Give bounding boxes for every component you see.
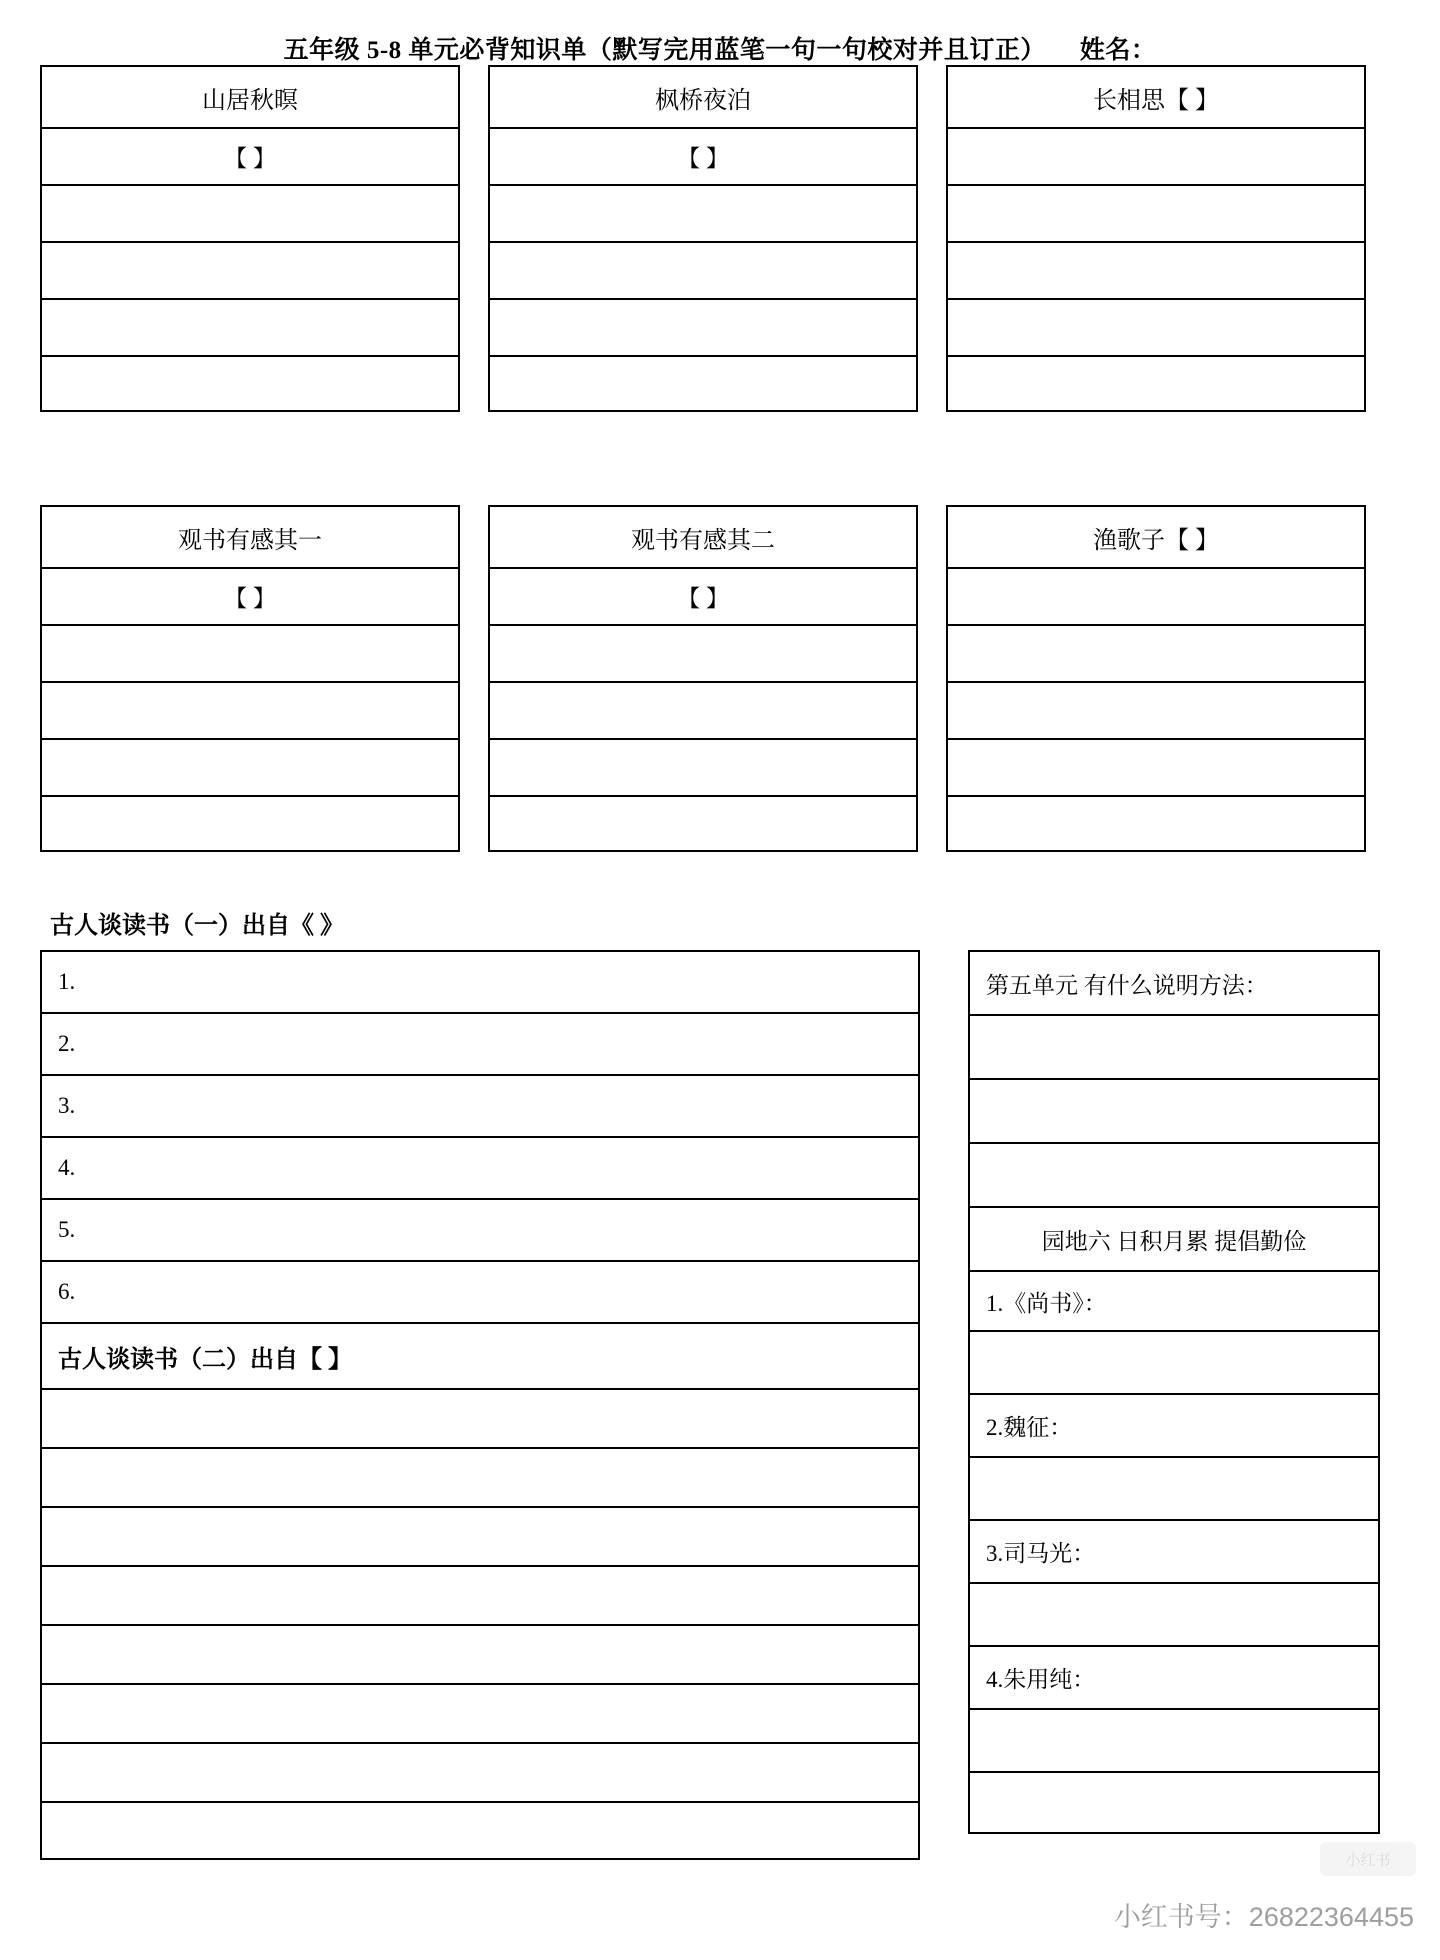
poem-heading: 枫桥夜泊 — [488, 65, 918, 127]
poem-heading: 山居秋暝 — [40, 65, 460, 127]
poem-line[interactable] — [946, 795, 1366, 852]
garden-six-item-label: 1.《尚书》： — [968, 1270, 1380, 1330]
poem-line[interactable]: 【 】 — [488, 567, 918, 624]
ancient-reading-one-caption: 古人谈读书（一）出自《 》 — [50, 913, 344, 939]
blank-row[interactable] — [40, 1506, 920, 1565]
poem-line[interactable] — [40, 681, 460, 738]
poem-line[interactable] — [488, 624, 918, 681]
blank-row[interactable] — [40, 1624, 920, 1683]
poem-line[interactable] — [946, 298, 1366, 355]
garden-six-item-label: 2.魏征： — [968, 1393, 1380, 1456]
blank-row[interactable] — [40, 1683, 920, 1742]
poem-column-shanjuqiuming — [40, 65, 460, 412]
column-gap — [918, 65, 946, 412]
blank-row[interactable] — [40, 1447, 920, 1506]
poem-line[interactable] — [488, 681, 918, 738]
poem-line[interactable]: 【 】 — [488, 127, 918, 184]
ancient-reading-table — [40, 950, 920, 1860]
blank-row[interactable] — [968, 1456, 1380, 1519]
poem-line[interactable] — [488, 738, 918, 795]
poem-column-guanshuyougan-1 — [40, 505, 460, 852]
poem-group-2 — [40, 505, 1366, 852]
page-title-text: 五年级 5-8 单元必背知识单（默写完用蓝笔一句一句校对并且订正） — [283, 37, 1046, 64]
poem-line[interactable] — [946, 738, 1366, 795]
numbered-row[interactable]: 3. — [40, 1074, 920, 1136]
poem-heading: 长相思【 】 — [946, 65, 1366, 127]
numbered-row[interactable]: 6. — [40, 1260, 920, 1322]
poem-line[interactable] — [946, 567, 1366, 624]
poem-heading: 渔歌子【 】 — [946, 505, 1366, 567]
poem-heading: 观书有感其一 — [40, 505, 460, 567]
garden-six-item-label: 4.朱用纯： — [968, 1645, 1380, 1708]
garden-six-heading: 园地六 日积月累 提倡勤俭 — [968, 1206, 1380, 1270]
poem-column-yugezi — [946, 505, 1366, 852]
poem-line[interactable] — [40, 738, 460, 795]
poem-line[interactable] — [488, 355, 918, 412]
numbered-row[interactable]: 2. — [40, 1012, 920, 1074]
poem-line[interactable] — [946, 184, 1366, 241]
poem-line[interactable] — [40, 355, 460, 412]
poem-group-1 — [40, 65, 1366, 412]
blank-row[interactable] — [40, 1565, 920, 1624]
blank-row[interactable] — [968, 1330, 1380, 1393]
poem-line[interactable]: 【 】 — [40, 127, 460, 184]
blank-row[interactable] — [968, 1771, 1380, 1834]
name-field-label: 姓名： — [1079, 37, 1157, 64]
unit-five-heading: 第五单元 有什么说明方法： — [968, 950, 1380, 1014]
poem-line[interactable] — [40, 795, 460, 852]
poem-line[interactable] — [40, 624, 460, 681]
poem-column-fengqiaoyebo — [488, 65, 918, 412]
blank-row[interactable] — [968, 1078, 1380, 1142]
poem-line[interactable] — [488, 184, 918, 241]
numbered-row[interactable]: 1. — [40, 950, 920, 1012]
blank-row[interactable] — [40, 1801, 920, 1860]
poem-line[interactable] — [946, 241, 1366, 298]
blank-row[interactable] — [968, 1708, 1380, 1771]
poem-line[interactable] — [40, 241, 460, 298]
unit-notes-table — [968, 950, 1380, 1834]
poem-heading: 观书有感其二 — [488, 505, 918, 567]
poem-line[interactable] — [488, 241, 918, 298]
blank-row[interactable] — [40, 1742, 920, 1801]
poem-column-guanshuyougan-2 — [488, 505, 918, 852]
blank-row[interactable] — [40, 1388, 920, 1447]
watermark-text: 小红书号：26822364455 — [1113, 1902, 1414, 1932]
poem-line[interactable] — [40, 184, 460, 241]
blank-row[interactable] — [968, 1142, 1380, 1206]
poem-line[interactable] — [946, 127, 1366, 184]
ancient-reading-two-caption: 古人谈读书（二）出自【 】 — [40, 1322, 920, 1388]
column-gap — [460, 65, 488, 412]
blank-row[interactable] — [968, 1014, 1380, 1078]
page-title — [0, 30, 1440, 66]
poem-line[interactable]: 【 】 — [40, 567, 460, 624]
poem-line[interactable] — [40, 298, 460, 355]
poem-line[interactable] — [946, 681, 1366, 738]
poem-line[interactable] — [488, 298, 918, 355]
garden-six-item-label: 3.司马光： — [968, 1519, 1380, 1582]
poem-line[interactable] — [946, 355, 1366, 412]
numbered-row[interactable]: 5. — [40, 1198, 920, 1260]
numbered-row[interactable]: 4. — [40, 1136, 920, 1198]
blank-row[interactable] — [968, 1582, 1380, 1645]
poem-line[interactable] — [488, 795, 918, 852]
poem-line[interactable] — [946, 624, 1366, 681]
column-gap — [460, 505, 488, 852]
poem-column-changxiangsi — [946, 65, 1366, 412]
watermark-badge: 小红书 — [1320, 1842, 1416, 1876]
column-gap — [918, 505, 946, 852]
